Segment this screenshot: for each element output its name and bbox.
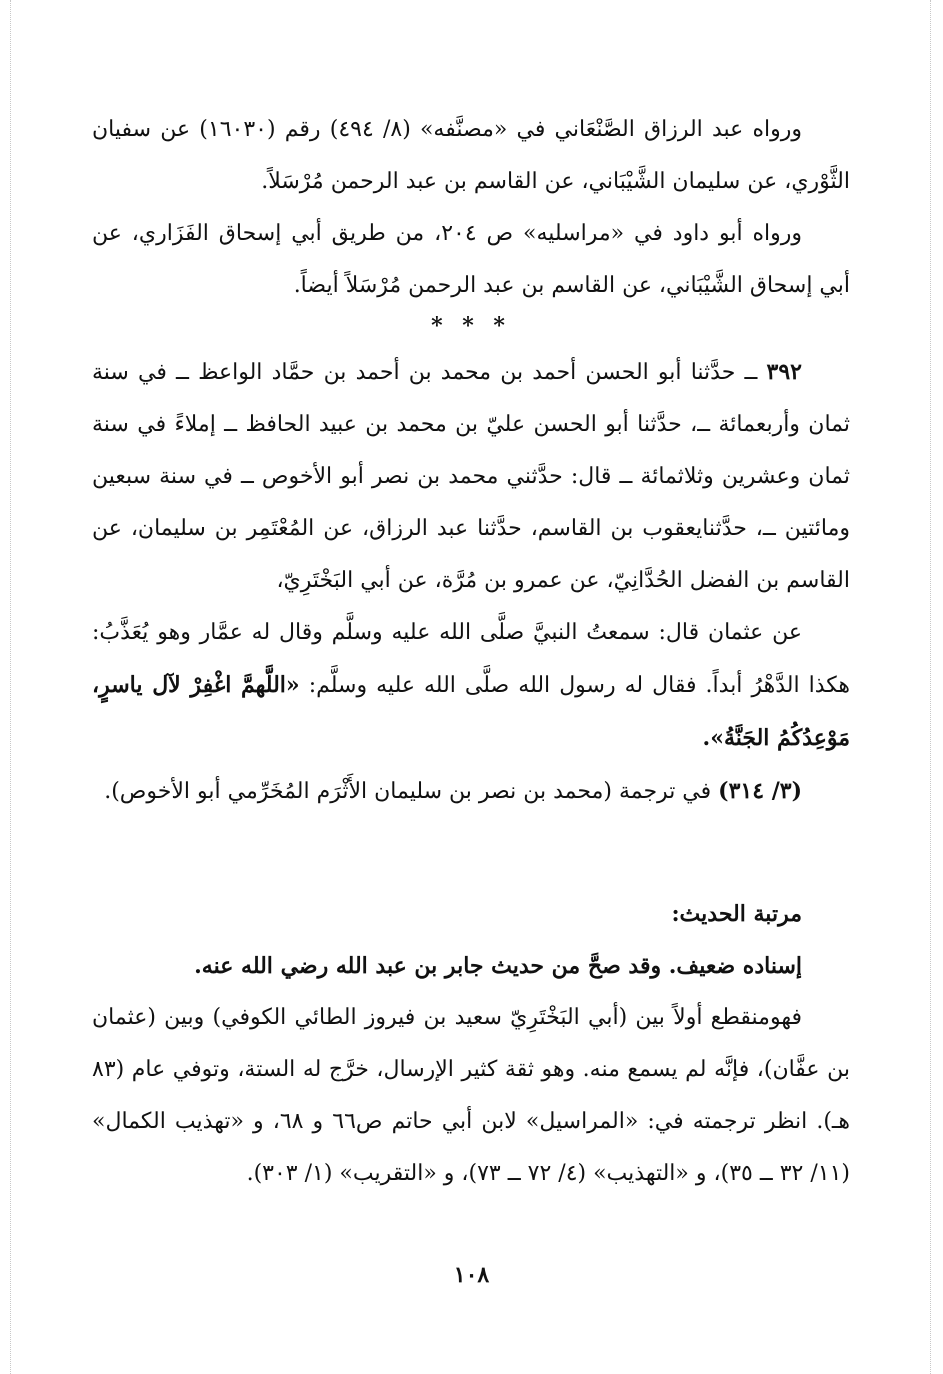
scan-edge-left	[10, 0, 11, 1374]
hadith-block	[92, 346, 850, 818]
grade-verdict: إسناده ضعيف. وقد صحَّ من حديث جابر بن عبد الله رضي الله عنه.	[194, 953, 802, 979]
scan-edge-right	[930, 0, 931, 1374]
hadith-isnad: ــ حدَّثنا أبو الحسن أحمد بن محمد بن أحمد بن حمَّاد الواعظ ــ في سنة ثمان وأربعمائة ــ، حدَّثنا أبو الحسن عليّ بن محمد بن عبيد الحافظ ــ إملاءً في سنة ثمان وعشرين وثلاثمائة ــ قال: حدَّثني محمد بن نصر أبو الأخوص ــ في سنة سبعين ومائتين ــ، حدَّثنايعقوب بن القاسم، حدَّثنا عبد الرزاق، عن المُعْتَمِر بن سليمان، عن القاسم بن الفضل الحُدَّانِيّ، عن عمرو بن مُرَّة، عن أبي البَخْتَرِيّ،	[92, 360, 850, 593]
page-number: ١٠٨	[453, 1262, 490, 1288]
hadith-isnad-paragraph	[92, 346, 850, 607]
grade-section	[92, 888, 850, 1200]
reference-text: في ترجمة (محمد بن نصر بن سليمان الأَثْرَم المُخَرِّمي أبو الأخوص).	[104, 779, 712, 804]
main-text	[92, 104, 850, 312]
reference-paragraph	[92, 765, 850, 818]
hadith-number: ٣٩٢	[766, 359, 802, 385]
grade-explanation: فهومنقطع أولاً بين (أبي البَخْتَرِيّ سعيد بن فيروز الطائي الكوفي) وبين (عثمان بن عفَّان)، فإنَّه لم يسمع منه. وهو ثقة كثير الإرسال، خرَّج له الستة، وتوفي عام (٨٣ هـ). انظر ترجمته في: «المراسيل» لابن أبي حاتم ص٦٦ و ٦٨، و «تهذيب الكمال» (١١/ ٣٢ ــ ٣٥)، و «التهذيب» (٤/ ٧٢ ــ ٧٣)، و «التقريب» (١/ ٣٠٣).	[92, 1005, 850, 1186]
reference-volume-page: (٣/ ٣١٤)	[718, 778, 802, 804]
hadith-matn: عن عثمان قال: سمعتُ النبيَّ صلَّى الله عليه وسلَّم وقال له عمَّار وهو يُعَذَّبُ: هكذا الدَّهْرُ أبداً. فقال له رسول الله صلَّى الله عليه وسلَّم:	[92, 620, 851, 698]
paragraph-abdurrazzaq: ورواه عبد الرزاق الصَّنْعَاني في «مصنَّفه» (٨/ ٤٩٤) رقم (١٦٠٣٠) عن سفيان الثَّوْري، عن سليمان الشَّيْبَاني، عن القاسم بن عبد الرحمن مُرْسَلاً.	[92, 117, 850, 194]
hadith-quote: «اللَّهمَّ اغْفِرْ لآل ياسرٍ، مَوْعِدُكُمُ الجَنَّةُ».	[92, 672, 850, 751]
grade-heading: مرتبة الحديث:	[671, 901, 802, 927]
hadith-matn-paragraph	[92, 607, 850, 765]
section-separator: * * *	[431, 313, 511, 339]
paragraph-abudawud: ورواه أبو داود في «مراسليه» ص ٢٠٤، من طريق أبي إسحاق الفَزَاري، عن أبي إسحاق الشَّيْبَاني، عن القاسم بن عبد الرحمن مُرْسَلاً أيضاً.	[92, 221, 850, 298]
